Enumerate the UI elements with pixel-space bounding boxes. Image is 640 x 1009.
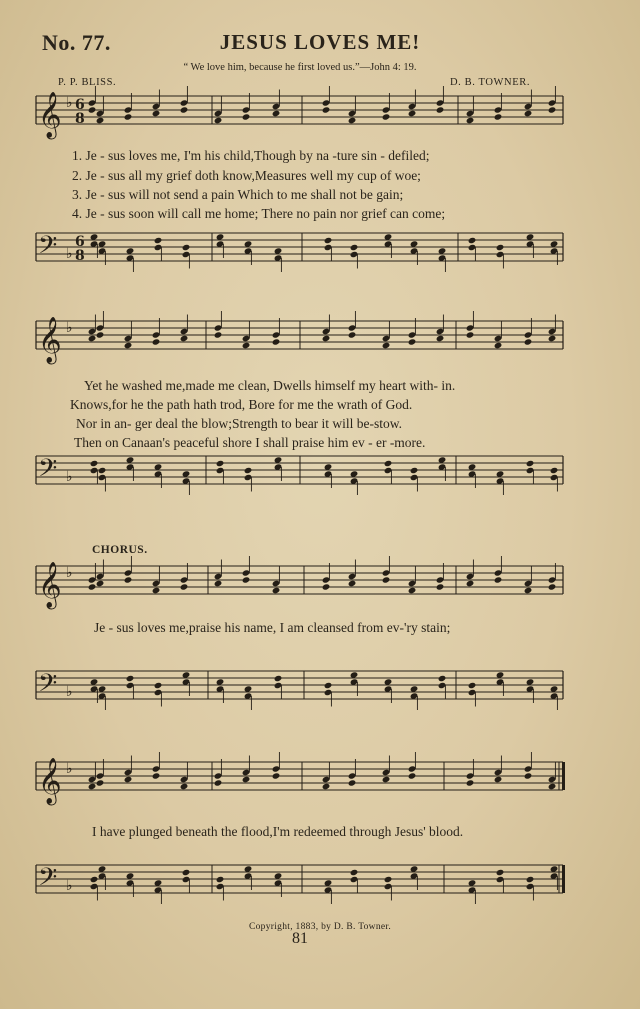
system-2-treble-note-head [436,335,445,342]
system-4-treble-note-head [348,779,357,786]
system-1-bass-note-head [350,244,359,251]
system-3-treble-note-head [124,576,133,583]
system-4-treble-note-head [152,772,161,779]
system-1-treble-note-head [408,110,417,117]
system-4-treble-note-head [322,783,331,790]
system-2-bass-note-head [384,460,393,467]
verse-text: Je - sus soon will call me home; There no pain nor grief can come; [85,206,446,221]
system-1-treble-note-head [322,106,331,113]
system-4-treble-note-head [382,776,391,783]
system-1-treble-note-head [152,110,161,117]
system-3-treble-clef-icon: 𝄞 [38,562,62,608]
system-1-treble-note-head [180,106,189,113]
system-1-treble-note-head [124,113,133,120]
system-2-treble-key-flat-icon: ♭ [66,320,73,336]
system-4-treble-clef-icon: 𝄞 [38,758,62,804]
system-1-bass-note-head [496,244,505,251]
system-3-treble-note-head [152,587,161,594]
system-2-bass-note-head [244,467,253,474]
system-2-treble-note-head [242,342,251,349]
system-1-treble-note-head [272,110,281,117]
system-1-treble-note-head [548,106,557,113]
system-2-bass-note-head [550,467,559,474]
system-4-treble-note-head [214,779,223,786]
system-4-treble-note-head [408,772,417,779]
verse-4-line-2: Then on Canaan's peaceful shore I shall praise him ev - er -more. [74,435,426,450]
system-3-treble-note-head [88,583,97,590]
chorus-line-1: Je - sus loves me,praise his name, I am cleansed from ev-'ry stain; [94,620,451,635]
system-3-treble-note-head [348,580,357,587]
system-2-bass-key-flat-icon: ♭ [66,469,73,485]
system-4-treble-note-head [466,779,475,786]
system-2-treble-note-head [214,331,223,338]
page-number: 81 [292,930,308,947]
system-4-treble-note-head [124,776,133,783]
system-3-treble-note-head [96,580,105,587]
system-2-treble-note-head [96,331,105,338]
system-4-bass-key-flat-icon: ♭ [66,878,73,894]
system-4-bass-note-head [526,876,535,883]
system-3-bass-key-flat-icon: ♭ [66,684,73,700]
system-2-treble-note-head [88,335,97,342]
lyricist-credit: P. P. BLISS. [58,77,117,88]
verse-text: Je - sus all my grief doth know,Measures well my cup of woe; [85,168,421,183]
system-4-bass-note-head [216,876,225,883]
system-1-treble-key-flat-icon: ♭ [66,95,73,111]
system-1-treble-note-head [436,106,445,113]
system-3-treble-note-head [322,583,331,590]
system-2-bass-note-head [90,460,99,467]
system-4-bass-note-head [350,869,359,876]
verse-2-line-1 [72,168,421,184]
system-3-treble-note-head [408,587,417,594]
system-1-bass-note-head [468,237,477,244]
system-2-bass-note-head [216,460,225,467]
system-2-bass-note-head [98,467,107,474]
chorus-label: CHORUS. [92,544,148,556]
system-3-bass-note-head [438,675,447,682]
system-2-treble-note-head [382,342,391,349]
system-1-treble-note-head [466,117,475,124]
system-2-bass-note-head [526,460,535,467]
system-4-treble-note-head [272,772,281,779]
system-4-treble-note-head [88,783,97,790]
verse-3-line-2: Nor in an- ger deal the blow;Strength to bear it will be-stow. [76,416,403,431]
system-3-treble-note-head [466,580,475,587]
system-2-bass-clef-icon: 𝄢 [38,454,58,489]
system-1-treble-clef-icon: 𝄞 [38,92,62,138]
verse-text: Je - sus loves me, I'm his child,Though by na -ture sin - defiled; [85,148,430,163]
system-2-treble-note-head [548,335,557,342]
system-1-treble-note-head [96,117,105,124]
verse-1-line-1 [72,148,430,164]
system-3-treble-note-head [242,576,251,583]
hymn-title: JESUS LOVES ME! [219,30,421,54]
system-1-treble-note-head [88,106,97,113]
system-1-treble-note-head [382,113,391,120]
system-1-treble-note-head [214,117,223,124]
verse-text: Je - sus will not send a pain Which to me shall not be gain; [85,187,404,202]
system-2-treble-note-head [408,338,417,345]
system-2-treble-note-head [152,338,161,345]
system-3-treble-note-head [436,583,445,590]
system-4-bass-note-head [496,869,505,876]
system-3-bass-clef-icon: 𝄢 [38,669,58,704]
system-4-treble-note-head [524,772,533,779]
system-2-treble-note-head [180,335,189,342]
system-1-bass-note-head [154,237,163,244]
system-4-bass-note-head [182,869,191,876]
system-4-bass-note-head [384,876,393,883]
system-4-bass-clef-icon: 𝄢 [38,863,58,898]
chorus-line-2: I have plunged beneath the flood,I'm redeemed through Jesus' blood. [92,824,464,839]
verse-2-line-2: Knows,for he the path hath trod, Bore for me the wrath of God. [70,397,413,412]
system-1-bass-note-head [324,237,333,244]
copyright-notice: Copyright, 1883, by D. B. Towner. [248,922,392,932]
system-4-treble-note-head [494,776,503,783]
system-3-treble-note-head [382,576,391,583]
verse-number: 1. [72,148,83,163]
system-3-treble-note-head [214,580,223,587]
system-1-bass-clef-icon: 𝄢 [38,231,58,266]
system-3-bass-note-head [126,675,135,682]
system-2-treble-note-head [466,331,475,338]
system-3-treble-note-head [272,587,281,594]
system-4-treble-note-head [548,783,557,790]
verse-4-line-1 [72,206,445,222]
system-3-treble-note-head [524,587,533,594]
system-1-treble-note-head [348,117,357,124]
system-2-treble-clef-icon: 𝄞 [38,317,62,363]
system-3-bass-note-head [274,675,283,682]
system-1-treble-time-numerator: 6 [75,97,85,113]
system-3-treble-key-flat-icon: ♭ [66,565,73,581]
system-3-treble-note-head [180,583,189,590]
system-3-treble-note-head [548,583,557,590]
system-4-bass-final-thick-barline [562,865,565,893]
system-4-treble-note-head [180,783,189,790]
system-2-treble-note-head [322,335,331,342]
system-4-treble-note-head [242,776,251,783]
system-1-bass-key-flat-icon: ♭ [66,246,73,262]
system-1-treble-note-head [494,113,503,120]
system-2-treble-note-head [494,342,503,349]
system-1-bass-time-numerator: 6 [75,234,85,250]
composer-credit: D. B. TOWNER. [450,77,531,88]
hymn-number: No. 77. [42,30,111,55]
system-1-bass-note-head [182,244,191,251]
system-4-treble-key-flat-icon: ♭ [66,761,73,777]
system-4-bass-note-head [90,876,99,883]
verse-number: 2. [72,168,83,183]
verse-number: 3. [72,187,83,202]
system-1-treble-note-head [524,110,533,117]
system-1-treble-time-denominator: 8 [75,111,85,127]
system-4-treble-final-thick-barline [562,762,565,790]
system-2-treble-note-head [124,342,133,349]
system-3-bass-note-head [154,682,163,689]
system-1-treble-note-head [242,113,251,120]
system-3-bass-note-head [324,682,333,689]
system-3-treble-note-head [494,576,503,583]
system-1-bass-time-denominator: 8 [75,248,85,264]
system-2-treble-note-head [348,331,357,338]
system-3-bass-note-head [468,682,477,689]
system-4-treble-note-head [96,779,105,786]
scripture-epigraph: “ We love him, because he first loved us.”—John 4: 19. [183,62,417,73]
verse-1-line-2: Yet he washed me,made me clean, Dwells himself my heart with- in. [84,378,456,393]
system-2-treble-note-head [524,338,533,345]
system-2-bass-note-head [410,467,419,474]
verse-number: 4. [72,206,83,221]
verse-3-line-1 [72,187,403,203]
system-2-treble-note-head [272,338,281,345]
